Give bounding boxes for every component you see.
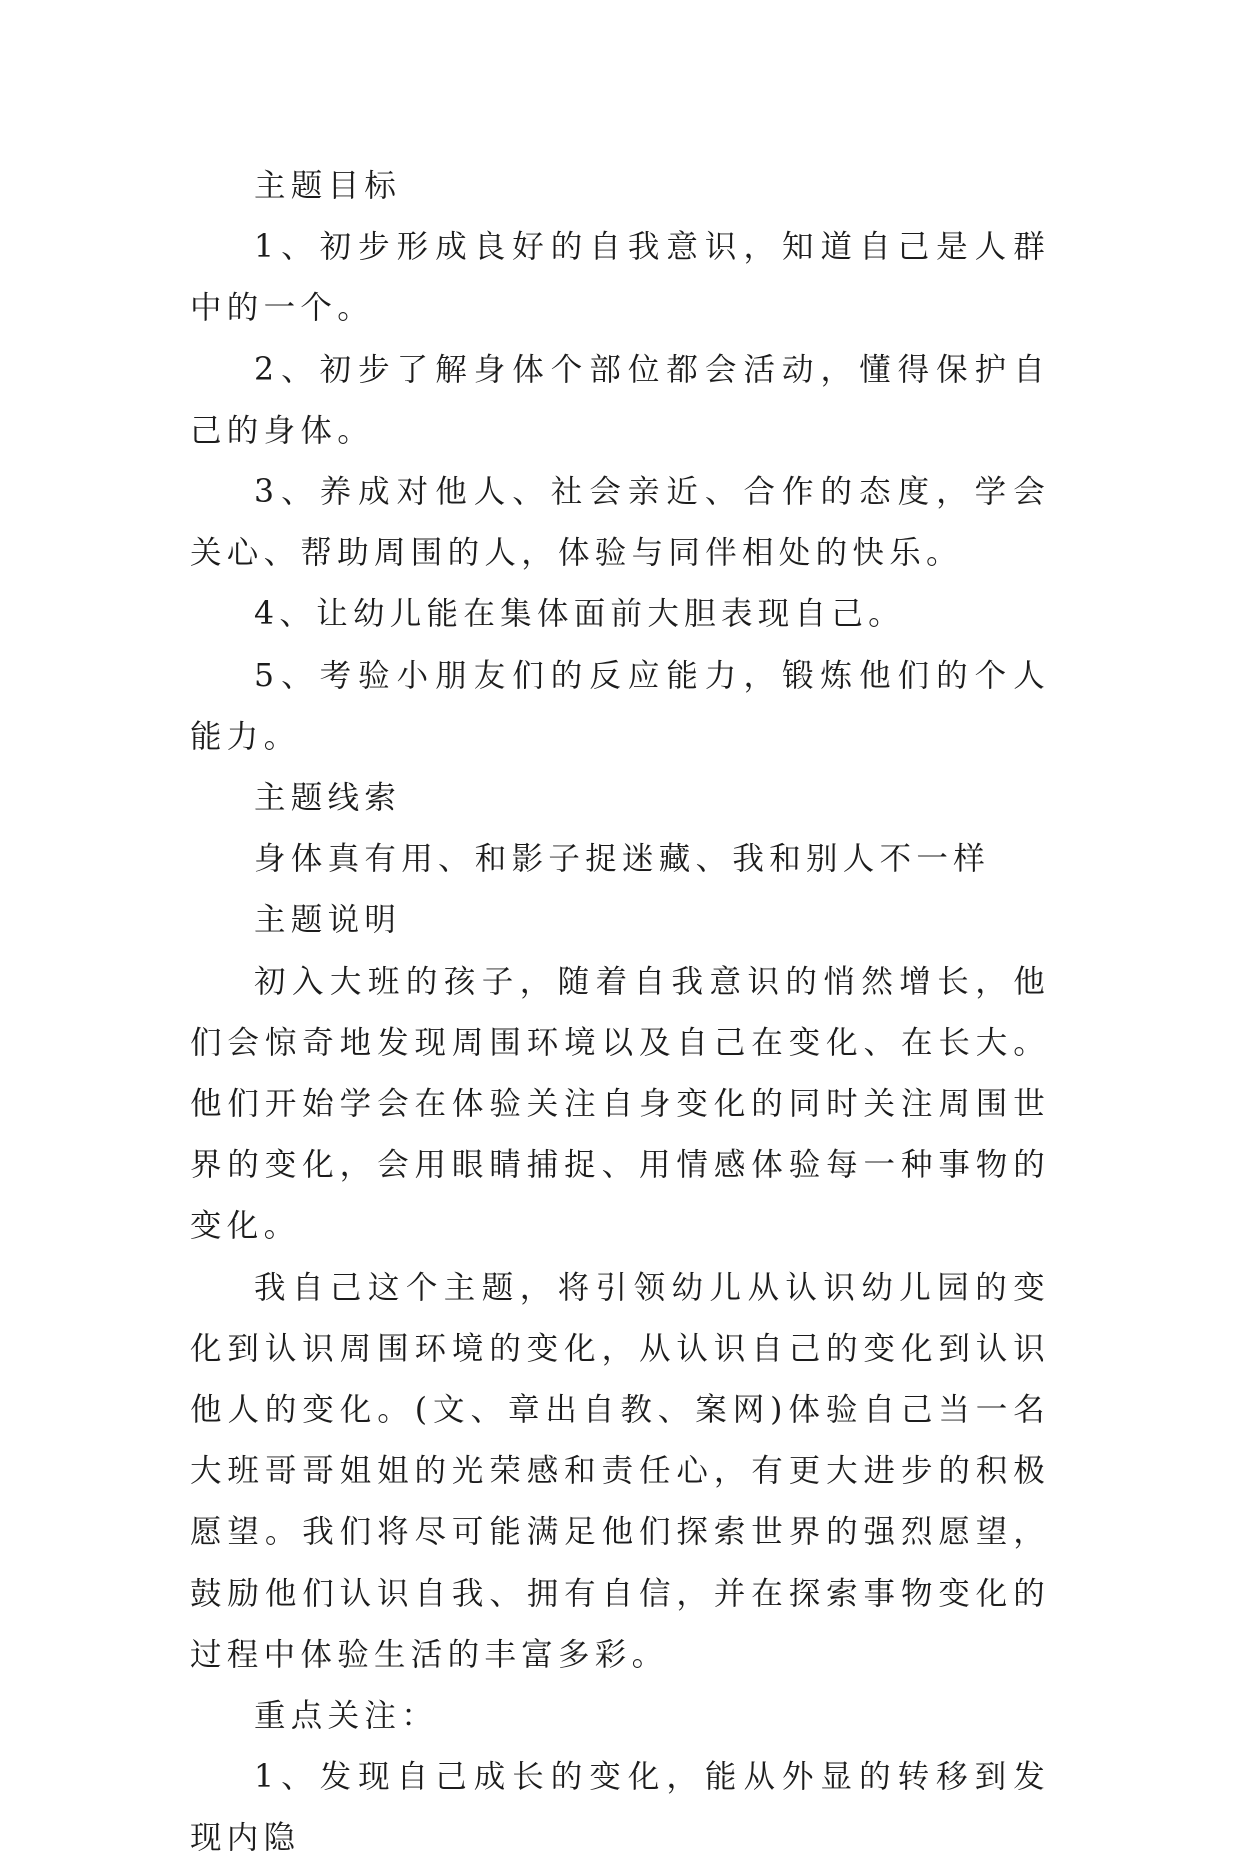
explanation-paragraph-2: 我自己这个主题，将引领幼儿从认识幼儿园的变化到认识周围环境的变化，从认识自己的变化到认识他人的变化。(文、章出自教、案网)体验自己当一名大班哥哥姐姐的光荣感和责任心，有更大进步的积极愿望。我们将尽可能满足他们探索世界的强烈愿望，鼓励他们认识自我、拥有自信，并在探索事物变化的过程中体验生活的丰富多彩。 [190, 1269, 1050, 1673]
clues-text: 身体真有用、和影子捉迷藏、我和别人不一样 [254, 841, 991, 878]
section-heading-explanation: 主题说明 [254, 902, 402, 939]
explanation-paragraph-1: 初入大班的孩子，随着自我意识的悄然增长，他们会惊奇地发现周围环境以及自己在变化、在长大。他们开始学会在体验关注自身变化的同时关注周围世界的变化，会用眼睛捕捉、用情感体验每一种事物的变化。 [190, 963, 1050, 1245]
section-heading-focus: 重点关注： [254, 1698, 439, 1735]
goal-item-1: 1、初步形成良好的自我意识，知道自己是人群中的一个。 [190, 229, 1050, 327]
document-body [190, 156, 1050, 1870]
goal-item-3: 3、养成对他人、社会亲近、合作的态度，学会关心、帮助周围的人，体验与同伴相处的快乐。 [190, 474, 1050, 572]
section-heading-goals: 主题目标 [254, 168, 402, 204]
goal-item-2: 2、初步了解身体个部位都会活动，懂得保护自己的身体。 [190, 351, 1050, 449]
goal-item-5: 5、考验小朋友们的反应能力，锻炼他们的个人能力。 [190, 657, 1050, 755]
focus-item-1: 1、发现自己成长的变化，能从外显的转移到发现内隐 [190, 1759, 1050, 1857]
section-heading-clues: 主题线索 [254, 780, 402, 817]
goal-item-4: 4、让幼儿能在集体面前大胆表现自己。 [254, 596, 905, 633]
